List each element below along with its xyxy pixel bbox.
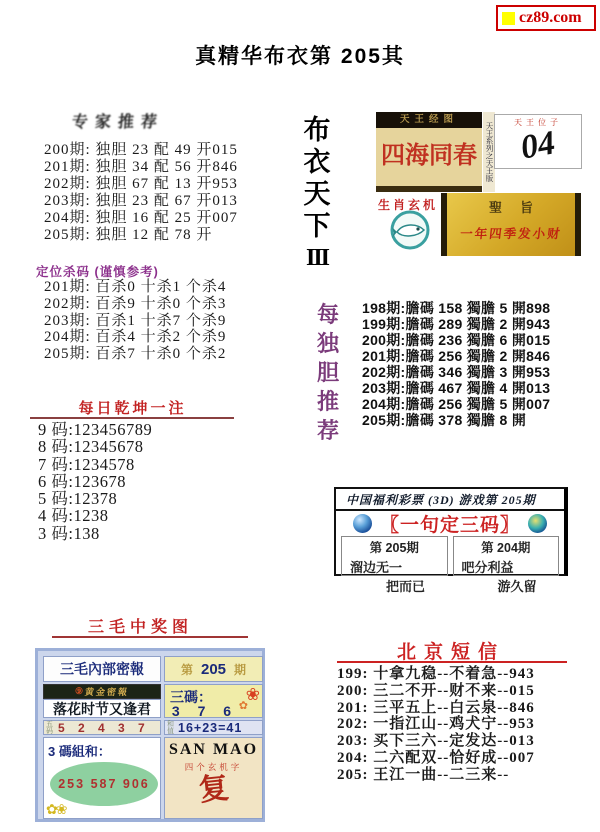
buyi-char: 天 — [303, 179, 331, 209]
yiju-cell-205 — [341, 536, 448, 594]
globe-icon — [528, 514, 547, 533]
daily-rows — [38, 421, 152, 542]
yiju-issue: 第 205期 — [369, 541, 419, 555]
expert-row: 203期: 独胆 23 配 67 开013 — [44, 193, 238, 209]
buyi-vertical-title — [298, 116, 336, 273]
expert-rows — [44, 142, 238, 244]
dandan-vert-char: 荐 — [317, 418, 340, 443]
yiju-issue: 第 204期 — [481, 541, 531, 555]
issue-prefix: 第 — [180, 662, 193, 677]
five-code-cell — [43, 720, 161, 735]
dandan-row: 199期:膽碼 289 獨膽 2 開943 — [362, 316, 551, 332]
fish-icon — [389, 209, 431, 251]
globe-icon — [353, 514, 372, 533]
kill-code-row: 204期: 百杀4 十杀2 个杀9 — [44, 329, 227, 346]
tianwang-number-box — [494, 114, 582, 169]
group-code-cell — [43, 737, 161, 819]
sanmao-box-title: 三毛內部密報 — [43, 656, 161, 682]
mystery-character: 复 — [196, 771, 231, 808]
kill-code-section-title: 定位杀码 (谨慎参考) — [36, 265, 159, 279]
yiju-cell-204 — [453, 536, 560, 594]
tianwang-box-label: 天王位子 — [514, 118, 562, 127]
banner-text: 黄金密報 — [84, 687, 130, 697]
yiju-title: 〖一句定三码〗 — [379, 515, 520, 536]
yiju-phrase: 把而已 — [386, 579, 426, 594]
montage-bar-title: 天王经图 — [376, 112, 482, 128]
zodiac-label: 生肖玄机 — [378, 198, 439, 212]
dandan-vert-char: 胆 — [317, 360, 340, 385]
dandan-row: 204期:膽碼 256 獨膽 5 開007 — [362, 396, 551, 412]
sanmao-underline — [52, 636, 248, 638]
yiju-title-row — [336, 511, 564, 536]
daily-row: 4 码:1238 — [38, 506, 109, 526]
sanmao-issue — [164, 656, 263, 682]
dandan-vert-char: 每 — [317, 302, 340, 327]
dandan-row: 203期:膽碼 467 獨膽 4 開013 — [362, 380, 551, 396]
three-code-label: 三碼： — [170, 689, 212, 705]
dandan-row: 201期:膽碼 256 獨膽 2 開846 — [362, 348, 551, 364]
sanmao-poem: 落花时节又逢君 — [43, 699, 161, 718]
dandan-rows — [362, 300, 550, 428]
sanmao-section-title: 三毛中奖图 — [87, 619, 193, 636]
kill-code-row: 205期: 百杀7 十杀0 个杀2 — [44, 346, 227, 363]
expert-row: 202期: 独胆 67 配 13 开953 — [44, 176, 238, 192]
flower-icon: ✿❀ — [46, 801, 66, 817]
yiju-phrase: 吧分利益 — [461, 560, 514, 575]
dandan-row: 198期:膽碼 158 獨膽 5 開898 — [362, 300, 551, 316]
buyi-roman-numeral: III — [305, 245, 329, 271]
dandan-row: 202期:膽碼 346 獨膽 3 開953 — [362, 364, 551, 380]
beijing-section-title: 北京短信 — [396, 642, 505, 663]
kill-code-rows — [44, 279, 226, 363]
expert-section-title: 专家推荐 — [71, 114, 165, 131]
group-code-label: 3 碼組和： — [48, 744, 111, 759]
yiju-cells — [336, 536, 564, 594]
beijing-row: 204: 二六配双--恰好成--007 — [337, 749, 535, 766]
daily-row: 8 码:12345678 — [38, 437, 144, 457]
daily-underline — [30, 417, 234, 419]
dandan-vert-char: 推 — [317, 389, 340, 414]
kill-code-row: 203期: 百杀1 十杀7 个杀9 — [44, 312, 227, 329]
buyi-char: 衣 — [303, 147, 331, 177]
yiju-phrase: 溜边无一 — [350, 560, 403, 575]
mystery-small-text: 四个玄机字 — [184, 762, 243, 772]
daily-row: 6 码:123678 — [38, 471, 126, 491]
three-code-values: 3 7 6 — [171, 703, 239, 718]
beijing-row: 201: 三平五上--白云泉--846 — [337, 699, 535, 716]
site-badge-label: cz89.com — [519, 9, 582, 26]
buyi-char: 布 — [303, 115, 331, 145]
daily-row: 5 码:12378 — [38, 489, 118, 509]
expert-row: 201期: 独胆 34 配 56 开846 — [44, 159, 238, 175]
sum-values: 16+23=41 — [178, 720, 243, 735]
sum-cell — [164, 720, 263, 735]
beijing-underline — [337, 661, 567, 663]
kill-code-row: 201期: 百杀0 十杀1 个杀4 — [44, 279, 227, 295]
three-code-cell — [164, 684, 263, 718]
scroll-text: 一年四季发小财 — [459, 227, 563, 241]
montage-main-panel — [376, 128, 482, 192]
dandan-vert-char: 独 — [317, 331, 340, 356]
montage-main-text: 四海同春 — [381, 143, 477, 169]
flower-icon: ❀ — [245, 685, 260, 704]
expert-row: 200期: 独胆 23 配 49 开015 — [44, 142, 238, 158]
banner-circle-icon: ⑨ — [74, 686, 84, 696]
sum-label: 和值 — [167, 720, 174, 735]
dandan-vertical-label — [317, 303, 339, 442]
beijing-row: 199: 十拿九稳--不着急--943 — [337, 666, 535, 682]
expert-row: 204期: 独胆 16 配 25 开007 — [44, 210, 238, 226]
sanmao-stamp-cell — [164, 737, 263, 819]
five-code-values: 5 2 4 3 7 — [58, 720, 150, 735]
kill-code-row: 202期: 百杀9 十杀0 个杀3 — [44, 295, 227, 312]
daily-section-title: 每日乾坤一注 — [78, 400, 187, 417]
beijing-rows — [337, 666, 535, 784]
expert-row: 205期: 独胆 12 配 78 开 — [44, 227, 213, 243]
yellow-square-icon — [502, 12, 515, 25]
beijing-row: 203: 买下三六--定发达--013 — [337, 733, 535, 750]
tianwang-montage — [375, 111, 583, 257]
sanmao-english: SAN MAO — [168, 741, 259, 758]
beijing-row: 205: 王江一曲--二三来-- — [337, 766, 510, 783]
beijing-row: 200: 三二不开--财不来--015 — [337, 682, 535, 699]
yiju-box — [334, 487, 568, 594]
beijing-row: 202: 一指江山--鸡犬宁--953 — [337, 716, 535, 733]
issue-suffix: 期 — [234, 662, 247, 677]
yiju-header: 中国福利彩票 (3D) 游戏第 205期 — [336, 489, 564, 511]
daily-row: 3 码:138 — [38, 523, 100, 543]
group-code-values: 253 587 906 — [50, 762, 158, 806]
sanmao-report-box — [35, 648, 265, 822]
site-badge[interactable] — [496, 5, 596, 31]
daily-row: 9 码:123456789 — [38, 420, 153, 439]
five-code-label: 五码 — [46, 720, 53, 735]
page-title: 真精华布衣第 205其 — [195, 45, 405, 68]
issue-number: 205 — [200, 660, 227, 678]
yiju-phrase: 游久留 — [497, 579, 537, 594]
flower-icon: ✿ — [238, 700, 248, 712]
montage-side-vertical-text: 天王系列之天王版 — [483, 112, 495, 192]
tianwang-box-number: 04 — [517, 124, 558, 167]
dandan-row: 205期:膽碼 378 獨膽 8 開 — [362, 412, 527, 428]
buyi-char: 下 — [303, 211, 331, 241]
sanmao-banner — [43, 684, 161, 699]
imperial-scroll — [441, 193, 581, 256]
dandan-row: 200期:膽碼 236 獨膽 6 開015 — [362, 332, 551, 348]
daily-row: 7 码:1234578 — [38, 454, 135, 474]
scroll-title: 聖旨 — [488, 200, 551, 215]
